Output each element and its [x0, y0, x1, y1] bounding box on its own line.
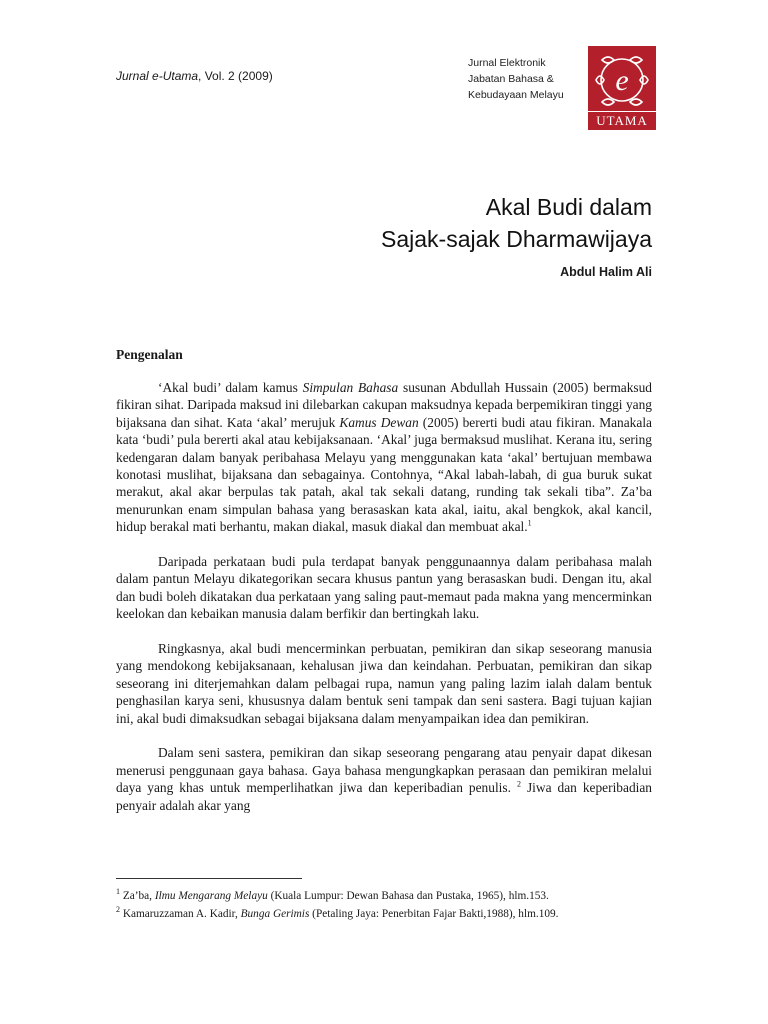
journal-name: Jurnal e-Utama	[116, 69, 199, 83]
article-title	[381, 191, 652, 255]
footnote-1-number: 1	[116, 887, 120, 897]
paragraph-1-text-b: susunan Abdullah Hussain (2005) bermaksud fikiran sihat. Daripada maksud ini dilebarkan cakupan maksudnya kepada berpemikiran tinggi yang bijaksana dan sihat. Kata ‘akal’ merujuk	[116, 380, 652, 430]
logo-text: UTAMA	[596, 113, 648, 128]
brand-line-1: Jurnal Elektronik	[468, 57, 546, 69]
paragraph-2: Daripada perkataan budi pula terdapat banyak penggunaannya dalam peribahasa malah dalam pantun Melayu dikategorikan secara khusus pantun yang berasaskan budi. Dengan itu, akal dan budi boleh dikatakan dua perkataan yang saling paut-memaut pada makna yang mencerminkan keelokan dan kebaikan manusia dalam berfikir dan bertingkah laku.	[116, 554, 652, 622]
paragraph-1	[116, 379, 652, 536]
paragraph-1-text-c: (2005) bererti budi atau fikiran. Manakala kata ‘budi’ pula bererti akal atau kebijaksanaan. ‘Akal’ juga bermaksud muslihat. Kerana itu, sering kedengaran dalam banyak peribahasa Melayu yang menggunakan kata ‘akal’ bertujuan membawa konotasi muslihat, bijaksana dan sebagainya. Contohnya, “Akal labah-labah, di gua buruk sukat merakut, akal akar berpulas tak patah, akal tak sekali datang, runding tak sekali tiba”. Za’ba menurunkan enam simpulan bahasa yang berasaskan kata akal, iaitu, akal bengkok, akal kancil, hidup berakal mati berhantu, makan diakal, masuk diakal dan membuat akal.	[116, 414, 652, 535]
footnote-1-text-b: (Kuala Lumpur: Dewan Bahasa dan Pustaka, 1965), hlm.153.	[267, 890, 549, 902]
logo-band	[588, 111, 656, 130]
paragraph-4-text-a: Dalam seni sastera, pemikiran dan sikap seseorang pengarang atau penyair dapat dikesan menerusi penggunaan gaya bahasa. Gaya bahasa mengungkapkan perasaan dan pemikiran melalui daya yang khas untuk memperlihatkan jiwa dan keperibadian penulis.	[116, 745, 652, 796]
citation-simpulan-bahasa: Simpulan Bahasa	[302, 380, 399, 395]
title-line-1: Akal Budi dalam	[485, 194, 652, 220]
journal-volume: , Vol. 2 (2009)	[198, 69, 273, 83]
footnote-1-book-title: Ilmu Mengarang Melayu	[154, 890, 268, 902]
footnotes	[116, 887, 676, 923]
article-body	[116, 379, 652, 814]
footnote-2	[116, 905, 676, 923]
footnote-2-text-a: Kamaruzzaman A. Kadir,	[120, 908, 241, 920]
footnote-2-number: 2	[116, 905, 120, 915]
paragraph-3: Ringkasnya, akal budi mencerminkan perbuatan, pemikiran dan sikap seseorang manusia yang mendokong kebijaksanaan, kehalusan jiwa dan keindahan. Perbuatan, pemikiran dan sikap seseorang ini diterjemahkan dalam pelbagai rupa, namun yang paling lazim ialah dalam bentuk penghasilan karya seni, khususnya dalam bentuk seni tampak dan seni sastera. Bagi tujuan kajian ini, akal budi dimaksudkan sebagai bijaksana dalam menyampaikan idea dan pemikiran.	[116, 641, 652, 726]
footnote-ref-2[interactable]: 2	[516, 779, 521, 789]
brand-line-3: Kebudayaan Melayu	[468, 89, 564, 101]
footnote-1-text-a: Za’ba,	[120, 890, 155, 902]
footnote-2-book-title: Bunga Gerimis	[240, 908, 310, 920]
author-name: Abdul Halim Ali	[560, 265, 652, 279]
e-utama-logo	[588, 46, 656, 130]
citation-kamus-dewan: Kamus Dewan	[339, 414, 419, 430]
footnote-ref-1[interactable]: 1	[527, 518, 532, 528]
logo-ornament-icon	[588, 46, 656, 112]
paragraph-1-text-a: ‘Akal budi’ dalam kamus	[158, 380, 303, 395]
footnote-1	[116, 887, 676, 905]
logo-letter: e	[615, 64, 629, 97]
brand-line-2: Jabatan Bahasa &	[468, 73, 554, 85]
journal-reference	[116, 69, 273, 83]
journal-brand-text	[468, 55, 586, 103]
footnote-2-text-b: (Petaling Jaya: Penerbitan Fajar Bakti,1988), hlm.109.	[309, 908, 559, 920]
footnote-divider	[116, 878, 302, 879]
section-heading: Pengenalan	[116, 347, 183, 362]
paragraph-4	[116, 744, 652, 814]
title-line-2: Sajak-sajak Dharmawijaya	[381, 226, 652, 252]
paragraph-4-text-b: Jiwa dan keperibadian penyair adalah akar yang	[116, 780, 653, 813]
